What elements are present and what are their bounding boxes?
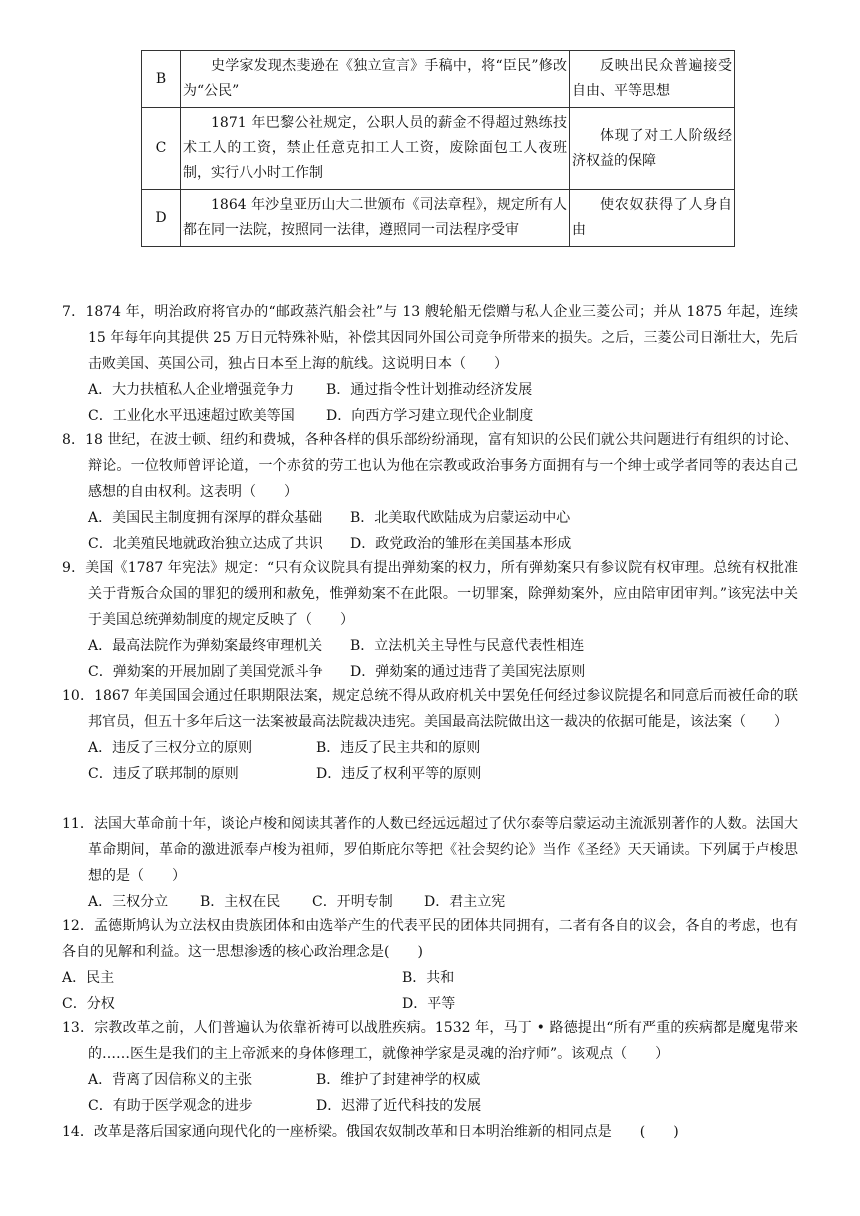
option-a[interactable]: A．美国民主制度拥有深厚的群众基础: [88, 510, 323, 526]
option-c[interactable]: C．分权: [62, 996, 115, 1012]
option-a[interactable]: A．最高法院作为弹劾案最终审理机关: [88, 638, 323, 654]
option-d[interactable]: D．君主立宪: [424, 894, 506, 910]
table-row: [142, 51, 735, 108]
options-table: [141, 50, 735, 247]
row-content: 1871 年巴黎公社规定，公职人员的薪金不得超过熟练技术工人的工资，禁止任意克扣工人工资，废除面包工人夜班制，实行八小时工作制: [181, 108, 570, 190]
row-label: D: [142, 190, 181, 247]
answer-options: [62, 633, 798, 685]
option-b[interactable]: B．通过指令性计划推动经济发展: [326, 382, 533, 398]
option-c[interactable]: C．违反了联邦制的原则: [88, 766, 239, 782]
row-result: 体现了对工人阶级经济权益的保障: [570, 108, 735, 190]
answer-options: [62, 377, 798, 429]
table-row: [142, 108, 735, 190]
option-d[interactable]: D．政党政治的雏形在美国基本形成: [350, 536, 572, 552]
question-stem: 14．改革是落后国家通向现代化的一座桥梁。俄国农奴制改革和日本明治维新的相同点是 ( ): [62, 1124, 679, 1140]
option-c[interactable]: C．弹劾案的开展加剧了美国党派斗争: [88, 664, 323, 680]
option-a[interactable]: A．背离了因信称义的主张: [88, 1072, 253, 1088]
question-stem: 8．18 世纪，在波士顿、纽约和费城，各种各样的俱乐部纷纷涌现，富有知识的公民们就公共问题进行有组织的讨论、辩论。一位牧师曾评论道，一个赤贫的劳工也认为他在宗教或政治事务方面拥有与一个绅士或学者同等的表达自己感想的自由权利。这表明（ ）: [62, 432, 798, 500]
answer-options: [62, 889, 798, 915]
question-9: [62, 555, 798, 685]
question-14: [62, 1119, 798, 1145]
option-a[interactable]: A．民主: [62, 970, 115, 986]
option-d[interactable]: D．弹劾案的通过违背了美国宪法原则: [350, 664, 586, 680]
question-10: [62, 683, 798, 787]
table-row: [142, 190, 735, 247]
question-7: [62, 299, 798, 429]
question-stem: 10．1867 年美国国会通过任职期限法案，规定总统不得从政府机关中罢免任何经过参议院提名和同意后而被任命的联邦官员，但五十多年后这一法案被最高法院裁决违宪。美国最高法院做出这一裁决的依据可能是，该法案（ ）: [62, 688, 798, 730]
option-c[interactable]: C．北美殖民地就政治独立达成了共识: [88, 536, 323, 552]
option-b[interactable]: B．立法机关主导性与民意代表性相连: [350, 638, 585, 654]
question-stem: 11．法国大革命前十年，谈论卢梭和阅读其著作的人数已经远远超过了伏尔泰等启蒙运动主流派别著作的人数。法国大革命期间，革命的激进派奉卢梭为祖师，罗伯斯庇尔等把《社会契约论》当作《圣经》天天诵读。下列属于卢梭思想的是（ ）: [62, 816, 798, 884]
row-label: B: [142, 51, 181, 108]
option-c[interactable]: C．开明专制: [312, 894, 393, 910]
question-stem: 13．宗教改革之前，人们普遍认为依靠祈祷可以战胜疾病。1532 年，马丁 • 路德提出“所有严重的疾病都是魔鬼带来的……医生是我们的主上帝派来的身体修理工，就像神学家是灵魂的治疗师”。该观点（ ）: [62, 1020, 798, 1062]
question-12: [62, 913, 798, 1017]
answer-options: [62, 735, 798, 787]
answer-options: [62, 965, 798, 1017]
row-content: 史学家发现杰斐逊在《独立宣言》手稿中，将“臣民”修改为“公民”: [181, 51, 570, 108]
option-a[interactable]: A．三权分立: [88, 894, 169, 910]
row-content: 1864 年沙皇亚历山大二世颁布《司法章程》，规定所有人都在同一法院，按照同一法律，遵照同一司法程序受审: [181, 190, 570, 247]
question-13: [62, 1015, 798, 1119]
option-d[interactable]: D．平等: [402, 996, 456, 1012]
option-d[interactable]: D．迟滞了近代科技的发展: [316, 1098, 482, 1114]
row-result: 反映出民众普遍接受自由、平等思想: [570, 51, 735, 108]
question-stem: 7．1874 年，明治政府将官办的“邮政蒸汽船会社”与 13 艘轮船无偿赠与私人企业三菱公司；并从 1875 年起，连续 15 年每年向其提供 25 万日元特殊补贴，补偿其因同外国公司竞争所带来的损失。之后，三菱公司日渐壮大，先后击败美国、英国公司，独占日本至上海的航线。这说明日本（ ）: [62, 304, 798, 372]
option-c[interactable]: C．有助于医学观念的进步: [88, 1098, 253, 1114]
answer-options: [62, 505, 798, 557]
option-b[interactable]: B．北美取代欧陆成为启蒙运动中心: [350, 510, 571, 526]
row-label: C: [142, 108, 181, 190]
option-a[interactable]: A．大力扶植私人企业增强竞争力: [88, 382, 295, 398]
option-a[interactable]: A．违反了三权分立的原则: [88, 740, 253, 756]
option-d[interactable]: D．向西方学习建立现代企业制度: [326, 408, 534, 424]
option-b[interactable]: B．主权在民: [200, 894, 281, 910]
option-b[interactable]: B．违反了民主共和的原则: [316, 740, 481, 756]
option-b[interactable]: B．维护了封建神学的权威: [316, 1072, 481, 1088]
question-8: [62, 427, 798, 557]
question-11: [62, 811, 798, 915]
option-c[interactable]: C．工业化水平迅速超过欧美等国: [88, 408, 295, 424]
question-stem: 9．美国《1787 年宪法》规定：“只有众议院具有提出弹劾案的权力，所有弹劾案只有参议院有权审理。总统有权批准关于背叛合众国的罪犯的缓刑和赦免，惟弹劾案不在此限。一切罪案，除弹劾案外，应由陪审团审判。”该宪法中关于美国总统弹劾制度的规定反映了（ ）: [62, 560, 798, 628]
option-d[interactable]: D．违反了权利平等的原则: [316, 766, 482, 782]
answer-options: [62, 1067, 798, 1119]
option-b[interactable]: B．共和: [402, 970, 455, 986]
row-result: 使农奴获得了人身自由: [570, 190, 735, 247]
question-stem: 12．孟德斯鸠认为立法权由贵族团体和由选举产生的代表平民的团体共同拥有，二者有各自的议会，各自的考虑，也有各自的见解和利益。这一思想渗透的核心政治理念是( ): [62, 918, 798, 960]
